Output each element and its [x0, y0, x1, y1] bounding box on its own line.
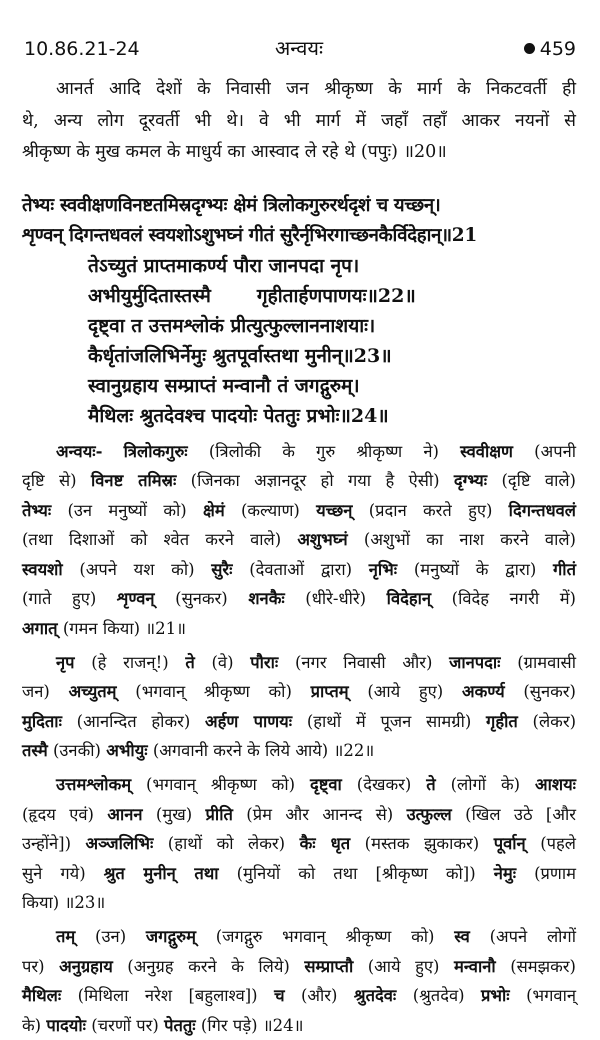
- term: तम्: [56, 927, 75, 946]
- gloss: (समझकर): [496, 957, 576, 976]
- gloss: (पहले: [526, 834, 576, 853]
- gloss: (उन मनुष्यों को): [51, 501, 203, 520]
- verse-line: [22, 281, 576, 311]
- anvaya-line: [22, 648, 576, 678]
- gloss: (गमन किया) ॥21॥: [58, 619, 186, 638]
- term: दृष्ट्वा: [310, 775, 342, 794]
- term: अनुग्रहाय: [59, 957, 113, 976]
- term: विदेहान्: [387, 589, 431, 608]
- term: कैः धृत: [300, 834, 351, 853]
- term: गीतं: [553, 560, 576, 579]
- gloss: (उन): [75, 927, 146, 946]
- term: श्रुत मुनीन् तथा: [104, 864, 219, 883]
- term: उत्फुल्ल: [407, 805, 452, 824]
- gloss: (सुनकर): [505, 682, 576, 701]
- anvaya-block-24: [22, 922, 576, 1040]
- term: अकर्ण्य: [462, 682, 505, 701]
- term: मैथिलः: [22, 986, 61, 1005]
- anvaya-line: [22, 677, 576, 707]
- term: पेततुः: [164, 1016, 196, 1035]
- gloss: (अपनी: [513, 442, 576, 461]
- gloss: के): [22, 1016, 46, 1035]
- term: अच्युतम्: [69, 682, 117, 701]
- anvaya-line: [22, 1011, 576, 1040]
- anvaya-line: [22, 770, 576, 800]
- gloss: (देवताओं द्वारा): [232, 560, 368, 579]
- anvaya-line: [22, 707, 576, 737]
- anvaya-line: [22, 922, 576, 952]
- anvaya-commentary: [22, 437, 576, 1040]
- gloss: दृष्टि से): [22, 471, 91, 490]
- anvaya-block-23: [22, 770, 576, 918]
- anvaya-line: [22, 525, 576, 555]
- gloss: (विदेह नगरी में): [431, 589, 576, 608]
- anvaya-line: [22, 859, 576, 889]
- gloss: (वे): [195, 653, 250, 672]
- term: आनन: [107, 805, 142, 824]
- page-header: [22, 0, 576, 62]
- term: नेमुः: [494, 864, 516, 883]
- gloss: (और): [285, 986, 354, 1005]
- gloss: (गाते हुए): [22, 589, 117, 608]
- gloss: (जगद्गुरु भगवान् श्रीकृष्ण को): [196, 927, 454, 946]
- term: स्ववीक्षण: [460, 442, 513, 461]
- gloss: (प्रेम और आनन्द से): [233, 805, 407, 824]
- term: शृण्वन्: [117, 589, 155, 608]
- page-number: 459: [540, 38, 576, 60]
- term: नृभिः: [369, 560, 397, 579]
- gloss: (मिथिला नरेश [बहुलाश्व]): [61, 986, 274, 1005]
- gloss: (हाथों में पूजन सामग्री): [292, 712, 486, 731]
- gloss: (कल्याण): [225, 501, 316, 520]
- gloss: (हृदय एवं): [22, 805, 107, 824]
- anvaya-line: [22, 952, 576, 982]
- gloss: किया) ॥23॥: [22, 893, 105, 912]
- term: प्रभोः: [481, 986, 510, 1005]
- gloss: (तथा दिशाओं को श्वेत करने वाले): [22, 530, 297, 549]
- term: अर्हण पाणयः: [205, 712, 292, 731]
- gloss: (त्रिलोकी के गुरु श्रीकृष्ण ने): [188, 442, 461, 461]
- gloss: (गिर पड़े) ॥24॥: [196, 1016, 304, 1035]
- gloss: (अपने लोगों: [470, 927, 576, 946]
- term: नृप: [56, 653, 75, 672]
- verse-line: तेभ्यः स्ववीक्षणविनष्टतमिस्रदृग्भ्यः क्षेमं त्रिलोकगुरुरर्थदृशं च यच्छन्।: [22, 191, 576, 221]
- term: त्रिलोकगुरुः: [124, 442, 188, 461]
- gloss: (जिनका अज्ञानदूर हो गया है ऐसी): [176, 471, 454, 490]
- anvaya-line: [22, 800, 576, 830]
- anvaya-line: [22, 736, 576, 766]
- anvaya-line: [22, 466, 576, 496]
- anvaya-line: [22, 437, 576, 467]
- term: स्व: [454, 927, 470, 946]
- term: ते: [185, 653, 194, 672]
- term: विनष्ट तमिस्रः: [91, 471, 176, 490]
- verse-line: मैथिलः श्रुतदेवश्च पादयोः पेततुः प्रभोः॥24॥: [22, 401, 576, 431]
- gloss: (हे राजन्!): [75, 653, 186, 672]
- chapter-verse-range: 10.86.21-24: [24, 38, 140, 60]
- gloss: (भगवान् श्रीकृष्ण को): [131, 775, 310, 794]
- gloss: (लोगों के): [436, 775, 535, 794]
- gloss: (श्रुतदेव): [396, 986, 481, 1005]
- gloss: (लेकर): [518, 712, 576, 731]
- term: पौराः: [250, 653, 278, 672]
- sanskrit-verses: [22, 191, 576, 431]
- anvaya-label: अन्वयः-: [56, 442, 102, 461]
- gloss: (प्रदान करते हुए): [352, 501, 508, 520]
- term: तेभ्यः: [22, 501, 51, 520]
- verse-line: स्वानुग्रहाय सम्प्राप्तं मन्वानौ तं जगद्गुरुम्।: [22, 371, 576, 401]
- verse-line: तेऽच्युतं प्राप्तमाकर्ण्य पौरा जानपदा नृप।: [22, 251, 576, 281]
- term: जानपदाः: [449, 653, 500, 672]
- gloss: पर): [22, 957, 59, 976]
- gloss: (देखकर): [342, 775, 426, 794]
- gloss: (भगवान् श्रीकृष्ण को): [117, 682, 311, 701]
- verse-half: अभीयुर्मुदितास्तस्मै: [88, 285, 211, 307]
- anvaya-line: [22, 981, 576, 1011]
- term: प्राप्तम्: [311, 682, 349, 701]
- anvaya-line: [22, 496, 576, 526]
- anvaya-line: [22, 555, 576, 585]
- term: सुरैः: [211, 560, 232, 579]
- term: यच्छन्: [316, 501, 352, 520]
- term: च: [274, 986, 284, 1005]
- term: श्रुतदेवः: [354, 986, 396, 1005]
- bullet-dot-icon: [524, 43, 535, 54]
- term: अशुभघ्नं: [297, 530, 347, 549]
- gloss: उन्होंने]): [22, 834, 86, 853]
- anvaya-line: [22, 584, 576, 614]
- page-number-group: [524, 38, 576, 60]
- gloss: (आनन्दित होकर): [62, 712, 205, 731]
- gloss: (अगवानी करने के लिये आये) ॥22॥: [148, 741, 375, 760]
- gloss: (मुनियों को तथा [श्रीकृष्ण को]): [219, 864, 494, 883]
- gloss: (अशुभों का नाश करने वाले): [348, 530, 576, 549]
- term: मन्वानौ: [454, 957, 496, 976]
- gloss: (सुनकर): [155, 589, 249, 608]
- term: पादयोः: [46, 1016, 86, 1035]
- anvaya-block-22: [22, 648, 576, 766]
- intro-line: श्रीकृष्ण के मुख कमल के माधुर्य का आस्वाद ले रहे थे (पपुः) ॥20॥: [22, 137, 576, 169]
- gloss: (मस्तक झुकाकर): [350, 834, 494, 853]
- intro-line: आनर्त आदि देशों के निवासी जन श्रीकृष्ण के मार्ग के निकटवर्ती ही: [22, 74, 576, 106]
- gloss: (मनुष्यों के द्वारा): [397, 560, 553, 579]
- term: उत्तमश्लोकम्: [56, 775, 131, 794]
- anvaya-line: [22, 888, 576, 918]
- term: तस्मै: [22, 741, 48, 760]
- gloss: (आये हुए): [353, 957, 454, 976]
- gloss: (दृष्टि वाले): [487, 471, 576, 490]
- intro-line: थे, अन्य लोग दूरवर्ती भी थे। वे भी मार्ग में जहाँ तहाँ आकर नयनों से: [22, 106, 576, 138]
- gloss: जन): [22, 682, 69, 701]
- anvaya-line: [22, 829, 576, 859]
- running-title: अन्वयः: [22, 34, 576, 61]
- term: शनकैः: [248, 589, 284, 608]
- verse-line: शृण्वन् दिगन्तधवलं स्वयशोऽशुभघ्नं गीतं सुरैर्नृभिरगाच्छनकैर्विदेहान्॥21: [22, 221, 576, 251]
- gloss: (खिल उठे [और: [452, 805, 576, 824]
- verse-line: कैर्धृतांजलिभिर्नेमुः श्रुतपूर्वास्तथा मुनीन्॥23॥: [22, 341, 576, 371]
- verse-half: गृहीतार्हणपाणयः॥22॥: [257, 285, 416, 307]
- gloss: (अपने यश को): [63, 560, 212, 579]
- term: ते: [426, 775, 435, 794]
- gloss: (धीरे-धीरे): [285, 589, 387, 608]
- gloss: (ग्रामवासी: [501, 653, 576, 672]
- verse-line: दृष्ट्वा त उत्तमश्लोकं प्रीत्युत्फुल्लाननाशयाः।: [22, 311, 576, 341]
- gloss: (चरणों पर): [86, 1016, 164, 1035]
- gloss: (हाथों को लेकर): [153, 834, 299, 853]
- term: सम्प्राप्तौ: [304, 957, 353, 976]
- term: दृग्भ्यः: [454, 471, 487, 490]
- gloss: (अनुग्रह करने के लिये): [113, 957, 305, 976]
- term: जगद्गुरुम्: [146, 927, 196, 946]
- term: क्षेमं: [203, 501, 225, 520]
- term: आशयः: [535, 775, 576, 794]
- term: अगात्: [22, 619, 58, 638]
- gloss: (प्रणाम: [516, 864, 576, 883]
- gloss: (नगर निवासी और): [278, 653, 449, 672]
- intro-paragraph: [22, 74, 576, 169]
- term: प्रीति: [206, 805, 233, 824]
- gloss: (उनकी): [48, 741, 107, 760]
- gloss: (आये हुए): [349, 682, 462, 701]
- term: स्वयशो: [22, 560, 63, 579]
- gloss: सुने गये): [22, 864, 104, 883]
- gloss: (भगवान्: [510, 986, 576, 1005]
- term: पूर्वान्: [494, 834, 526, 853]
- term: अञ्जलिभिः: [86, 834, 154, 853]
- term: अभीयुः: [106, 741, 147, 760]
- gloss: (मुख): [143, 805, 206, 824]
- term: गृहीत: [486, 712, 518, 731]
- anvaya-block-21: [22, 437, 576, 644]
- term: दिगन्तधवलं: [509, 501, 576, 520]
- anvaya-line: [22, 614, 576, 644]
- term: मुदिताः: [22, 712, 62, 731]
